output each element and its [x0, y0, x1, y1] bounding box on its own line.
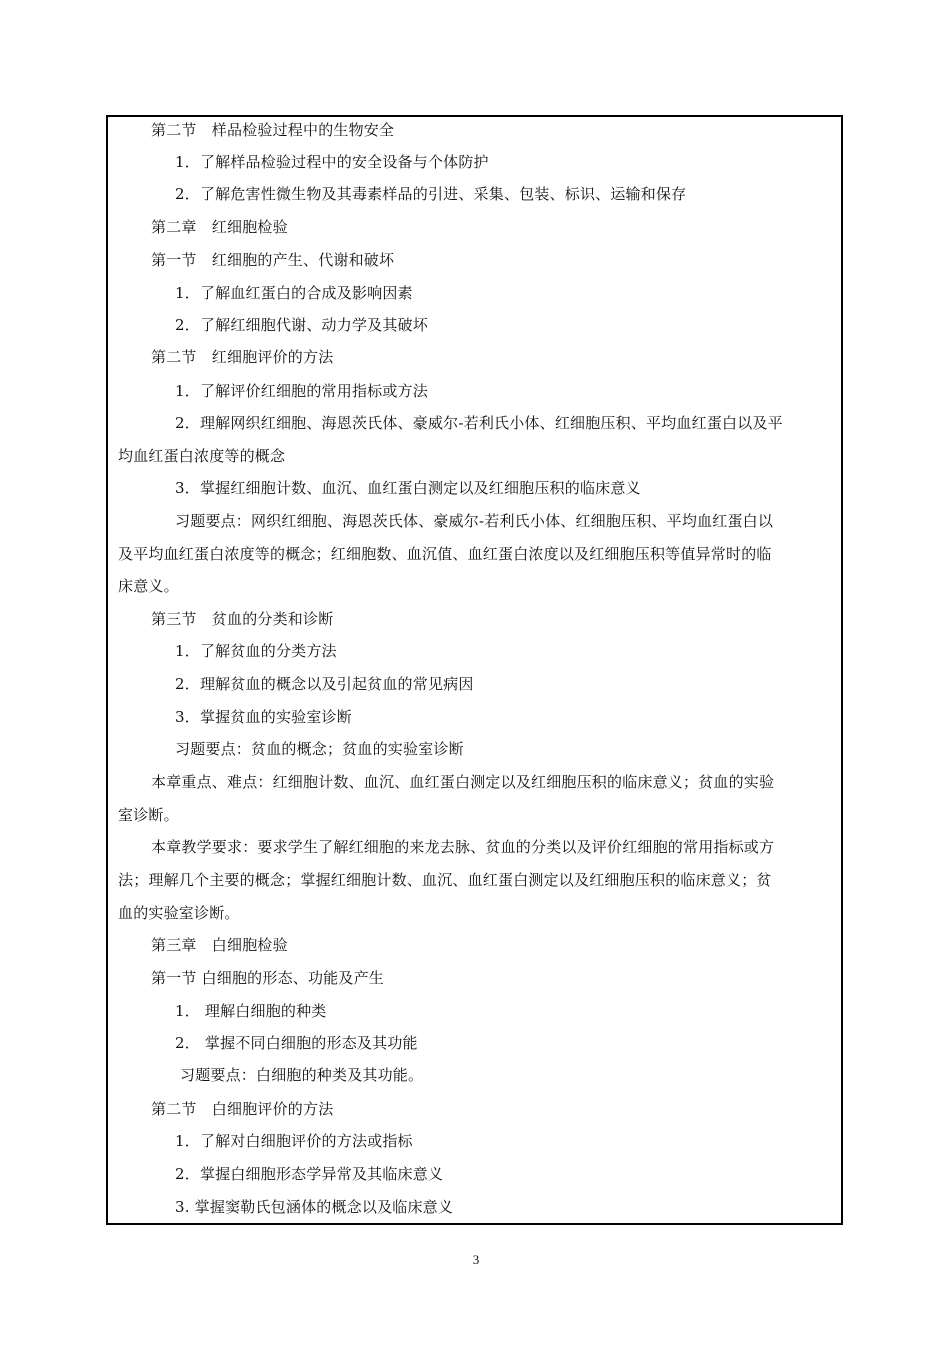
list-item: 3. 掌握窦勒氏包涵体的概念以及临床意义	[175, 1198, 454, 1216]
list-item: 2．了解红细胞代谢、动力学及其破坏	[175, 316, 428, 334]
list-item: 1．了解贫血的分类方法	[175, 642, 337, 660]
list-item: 3．掌握贫血的实验室诊断	[175, 708, 352, 726]
list-item: 2． 掌握不同白细胞的形态及其功能	[175, 1034, 418, 1052]
list-item: 2．理解网织红细胞、海恩茨氏体、豪威尔-若利氏小体、红细胞压积、平均血红蛋白以及平	[175, 414, 783, 432]
list-item: 1． 理解白细胞的种类	[175, 1002, 327, 1020]
list-item: 2．理解贫血的概念以及引起贫血的常见病因	[175, 675, 474, 693]
list-item: 3．掌握红细胞计数、血沉、血红蛋白测定以及红细胞压积的临床意义	[175, 479, 641, 497]
section-heading: 第二节 样品检验过程中的生物安全	[151, 121, 395, 139]
list-item: 2．了解危害性微生物及其毒素样品的引进、采集、包装、标识、运输和保存	[175, 185, 687, 203]
content-frame	[106, 115, 843, 1225]
paragraph-continuation: 床意义。	[118, 577, 179, 595]
list-item: 2．掌握白细胞形态学异常及其临床意义	[175, 1165, 444, 1183]
section-heading: 第一节 白细胞的形态、功能及产生	[151, 969, 384, 987]
chapter-heading: 第二章 红细胞检验	[151, 218, 288, 236]
list-item: 1．了解评价红细胞的常用指标或方法	[175, 382, 428, 400]
section-heading: 第二节 白细胞评价的方法	[151, 1100, 334, 1118]
list-item: 1．了解对白细胞评价的方法或指标	[175, 1132, 413, 1150]
paragraph-continuation: 及平均血红蛋白浓度等的概念；红细胞数、血沉值、血红蛋白浓度以及红细胞压积等值异常时的临	[118, 545, 772, 563]
key-points: 本章重点、难点：红细胞计数、血沉、血红蛋白测定以及红细胞压积的临床意义；贫血的实验	[151, 773, 775, 791]
paragraph-continuation: 法；理解几个主要的概念；掌握红细胞计数、血沉、血红蛋白测定以及红细胞压积的临床意义；贫	[118, 871, 772, 889]
chapter-heading: 第三章 白细胞检验	[151, 936, 288, 954]
exercise-points: 习题要点：贫血的概念；贫血的实验室诊断	[175, 740, 464, 758]
list-item: 1．了解样品检验过程中的安全设备与个体防护	[175, 153, 489, 171]
exercise-points: 习题要点：白细胞的种类及其功能。	[180, 1066, 424, 1084]
section-heading: 第三节 贫血的分类和诊断	[151, 610, 334, 628]
paragraph-continuation: 均血红蛋白浓度等的概念	[118, 447, 286, 465]
paragraph-continuation: 血的实验室诊断。	[118, 904, 240, 922]
section-heading: 第二节 红细胞评价的方法	[151, 348, 334, 366]
exercise-points: 习题要点：网织红细胞、海恩茨氏体、豪威尔-若利氏小体、红细胞压积、平均血红蛋白以	[175, 512, 774, 530]
paragraph-continuation: 室诊断。	[118, 806, 179, 824]
section-heading: 第一节 红细胞的产生、代谢和破坏	[151, 251, 395, 269]
teaching-requirements: 本章教学要求：要求学生了解红细胞的来龙去脉、贫血的分类以及评价红细胞的常用指标或方	[151, 838, 775, 856]
page-number: 3	[472, 1252, 480, 1267]
list-item: 1．了解血红蛋白的合成及影响因素	[175, 284, 413, 302]
